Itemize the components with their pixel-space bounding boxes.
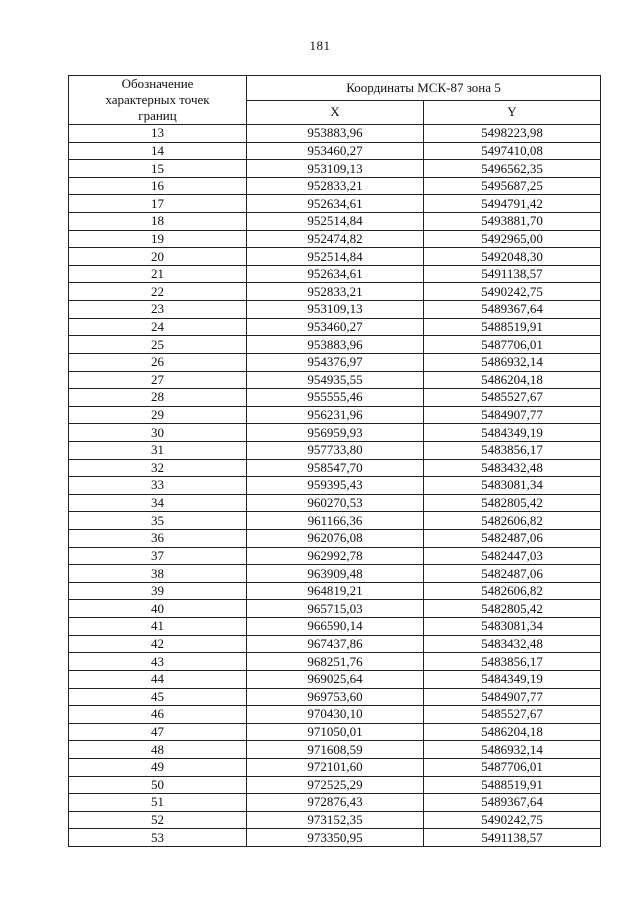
table-row [69,776,601,794]
header-points-line1: Обозначение [121,76,194,91]
table-row [69,512,601,530]
table-row [69,160,601,178]
x-coordinate-cell: 966590,14 [247,618,424,636]
point-cell: 36 [69,530,247,548]
x-coordinate-cell: 961166,36 [247,512,424,530]
x-coordinate-cell: 967437,86 [247,635,424,653]
table-row [69,230,601,248]
x-coordinate-cell: 971608,59 [247,741,424,759]
x-coordinate-cell: 952833,21 [247,283,424,301]
x-coordinate-cell: 952514,84 [247,248,424,266]
header-y: Y [424,100,601,125]
point-cell: 41 [69,618,247,636]
y-coordinate-cell: 5484349,19 [424,424,601,442]
y-coordinate-cell: 5492048,30 [424,248,601,266]
point-cell: 40 [69,600,247,618]
point-cell: 44 [69,670,247,688]
point-cell: 50 [69,776,247,794]
point-cell: 30 [69,424,247,442]
y-coordinate-cell: 5486204,18 [424,723,601,741]
table-row [69,565,601,583]
header-coordinates: Координаты МСК-87 зона 5 [247,76,601,101]
x-coordinate-cell: 960270,53 [247,494,424,512]
y-coordinate-cell: 5483856,17 [424,441,601,459]
x-coordinate-cell: 962076,08 [247,530,424,548]
x-coordinate-cell: 953883,96 [247,125,424,143]
table-row [69,688,601,706]
x-coordinate-cell: 952474,82 [247,230,424,248]
point-cell: 43 [69,653,247,671]
y-coordinate-cell: 5497410,08 [424,142,601,160]
y-coordinate-cell: 5484907,77 [424,688,601,706]
x-coordinate-cell: 954935,55 [247,371,424,389]
y-coordinate-cell: 5484907,77 [424,406,601,424]
x-coordinate-cell: 954376,97 [247,353,424,371]
x-coordinate-cell: 971050,01 [247,723,424,741]
y-coordinate-cell: 5483081,34 [424,477,601,495]
y-coordinate-cell: 5482805,42 [424,600,601,618]
y-coordinate-cell: 5485527,67 [424,389,601,407]
table-row [69,547,601,565]
x-coordinate-cell: 953460,27 [247,318,424,336]
y-coordinate-cell: 5482487,06 [424,565,601,583]
x-coordinate-cell: 957733,80 [247,441,424,459]
table-row [69,635,601,653]
x-coordinate-cell: 962992,78 [247,547,424,565]
table-row [69,125,601,143]
y-coordinate-cell: 5486932,14 [424,741,601,759]
y-coordinate-cell: 5482606,82 [424,512,601,530]
point-cell: 20 [69,248,247,266]
y-coordinate-cell: 5486932,14 [424,353,601,371]
point-cell: 31 [69,441,247,459]
x-coordinate-cell: 956959,93 [247,424,424,442]
x-coordinate-cell: 952514,84 [247,213,424,231]
point-cell: 29 [69,406,247,424]
y-coordinate-cell: 5495687,25 [424,177,601,195]
x-coordinate-cell: 956231,96 [247,406,424,424]
point-cell: 23 [69,301,247,319]
point-cell: 46 [69,706,247,724]
y-coordinate-cell: 5482487,06 [424,530,601,548]
table-row [69,811,601,829]
point-cell: 18 [69,213,247,231]
table-row [69,706,601,724]
point-cell: 25 [69,336,247,354]
table-row [69,318,601,336]
y-coordinate-cell: 5483856,17 [424,653,601,671]
y-coordinate-cell: 5493881,70 [424,213,601,231]
y-coordinate-cell: 5487706,01 [424,336,601,354]
table-row [69,424,601,442]
y-coordinate-cell: 5488519,91 [424,318,601,336]
x-coordinate-cell: 970430,10 [247,706,424,724]
table-row [69,758,601,776]
y-coordinate-cell: 5485527,67 [424,706,601,724]
table-row [69,353,601,371]
y-coordinate-cell: 5487706,01 [424,758,601,776]
point-cell: 27 [69,371,247,389]
table-row [69,618,601,636]
y-coordinate-cell: 5488519,91 [424,776,601,794]
point-cell: 45 [69,688,247,706]
y-coordinate-cell: 5491138,57 [424,265,601,283]
table-row [69,441,601,459]
header-points [69,76,247,125]
point-cell: 42 [69,635,247,653]
x-coordinate-cell: 964819,21 [247,582,424,600]
point-cell: 33 [69,477,247,495]
point-cell: 35 [69,512,247,530]
point-cell: 19 [69,230,247,248]
point-cell: 13 [69,125,247,143]
page-number: 181 [309,38,331,53]
point-cell: 24 [69,318,247,336]
table-row [69,177,601,195]
x-coordinate-cell: 952634,61 [247,265,424,283]
point-cell: 37 [69,547,247,565]
table-row [69,406,601,424]
y-coordinate-cell: 5486204,18 [424,371,601,389]
table-row [69,301,601,319]
point-cell: 21 [69,265,247,283]
table-row [69,283,601,301]
header-points-line2: характерных точек [105,92,210,107]
point-cell: 53 [69,829,247,847]
x-coordinate-cell: 965715,03 [247,600,424,618]
x-coordinate-cell: 969025,64 [247,670,424,688]
point-cell: 22 [69,283,247,301]
y-coordinate-cell: 5484349,19 [424,670,601,688]
point-cell: 47 [69,723,247,741]
x-coordinate-cell: 963909,48 [247,565,424,583]
x-coordinate-cell: 973350,95 [247,829,424,847]
table-row [69,582,601,600]
y-coordinate-cell: 5482606,82 [424,582,601,600]
point-cell: 28 [69,389,247,407]
table-row [69,459,601,477]
point-cell: 52 [69,811,247,829]
table-row [69,829,601,847]
point-cell: 32 [69,459,247,477]
table-row [69,389,601,407]
table-row [69,336,601,354]
x-coordinate-cell: 959395,43 [247,477,424,495]
point-cell: 15 [69,160,247,178]
y-coordinate-cell: 5482805,42 [424,494,601,512]
table-row [69,195,601,213]
table-row [69,494,601,512]
table-row [69,723,601,741]
y-coordinate-cell: 5482447,03 [424,547,601,565]
y-coordinate-cell: 5483432,48 [424,635,601,653]
table-body [69,125,601,847]
coordinates-table [68,75,601,847]
x-coordinate-cell: 958547,70 [247,459,424,477]
table-row [69,670,601,688]
x-coordinate-cell: 968251,76 [247,653,424,671]
table-row [69,530,601,548]
table-row [69,653,601,671]
x-coordinate-cell: 972876,43 [247,794,424,812]
point-cell: 34 [69,494,247,512]
x-coordinate-cell: 969753,60 [247,688,424,706]
table-row [69,213,601,231]
point-cell: 48 [69,741,247,759]
point-cell: 38 [69,565,247,583]
x-coordinate-cell: 953109,13 [247,301,424,319]
header-points-line3: границ [138,108,177,123]
y-coordinate-cell: 5483432,48 [424,459,601,477]
table-row [69,477,601,495]
x-coordinate-cell: 953109,13 [247,160,424,178]
point-cell: 14 [69,142,247,160]
y-coordinate-cell: 5492965,00 [424,230,601,248]
y-coordinate-cell: 5489367,64 [424,301,601,319]
y-coordinate-cell: 5490242,75 [424,283,601,301]
point-cell: 51 [69,794,247,812]
point-cell: 26 [69,353,247,371]
point-cell: 16 [69,177,247,195]
table-header [69,76,601,125]
y-coordinate-cell: 5496562,35 [424,160,601,178]
header-x: X [247,100,424,125]
x-coordinate-cell: 952634,61 [247,195,424,213]
point-cell: 17 [69,195,247,213]
x-coordinate-cell: 953460,27 [247,142,424,160]
table-row [69,248,601,266]
x-coordinate-cell: 972525,29 [247,776,424,794]
y-coordinate-cell: 5498223,98 [424,125,601,143]
table-row [69,142,601,160]
table-row [69,265,601,283]
y-coordinate-cell: 5490242,75 [424,811,601,829]
x-coordinate-cell: 952833,21 [247,177,424,195]
x-coordinate-cell: 972101,60 [247,758,424,776]
point-cell: 49 [69,758,247,776]
point-cell: 39 [69,582,247,600]
table-row [69,371,601,389]
x-coordinate-cell: 953883,96 [247,336,424,354]
y-coordinate-cell: 5494791,42 [424,195,601,213]
y-coordinate-cell: 5483081,34 [424,618,601,636]
table-row [69,794,601,812]
x-coordinate-cell: 955555,46 [247,389,424,407]
y-coordinate-cell: 5489367,64 [424,794,601,812]
table-row [69,741,601,759]
y-coordinate-cell: 5491138,57 [424,829,601,847]
table-row [69,600,601,618]
x-coordinate-cell: 973152,35 [247,811,424,829]
